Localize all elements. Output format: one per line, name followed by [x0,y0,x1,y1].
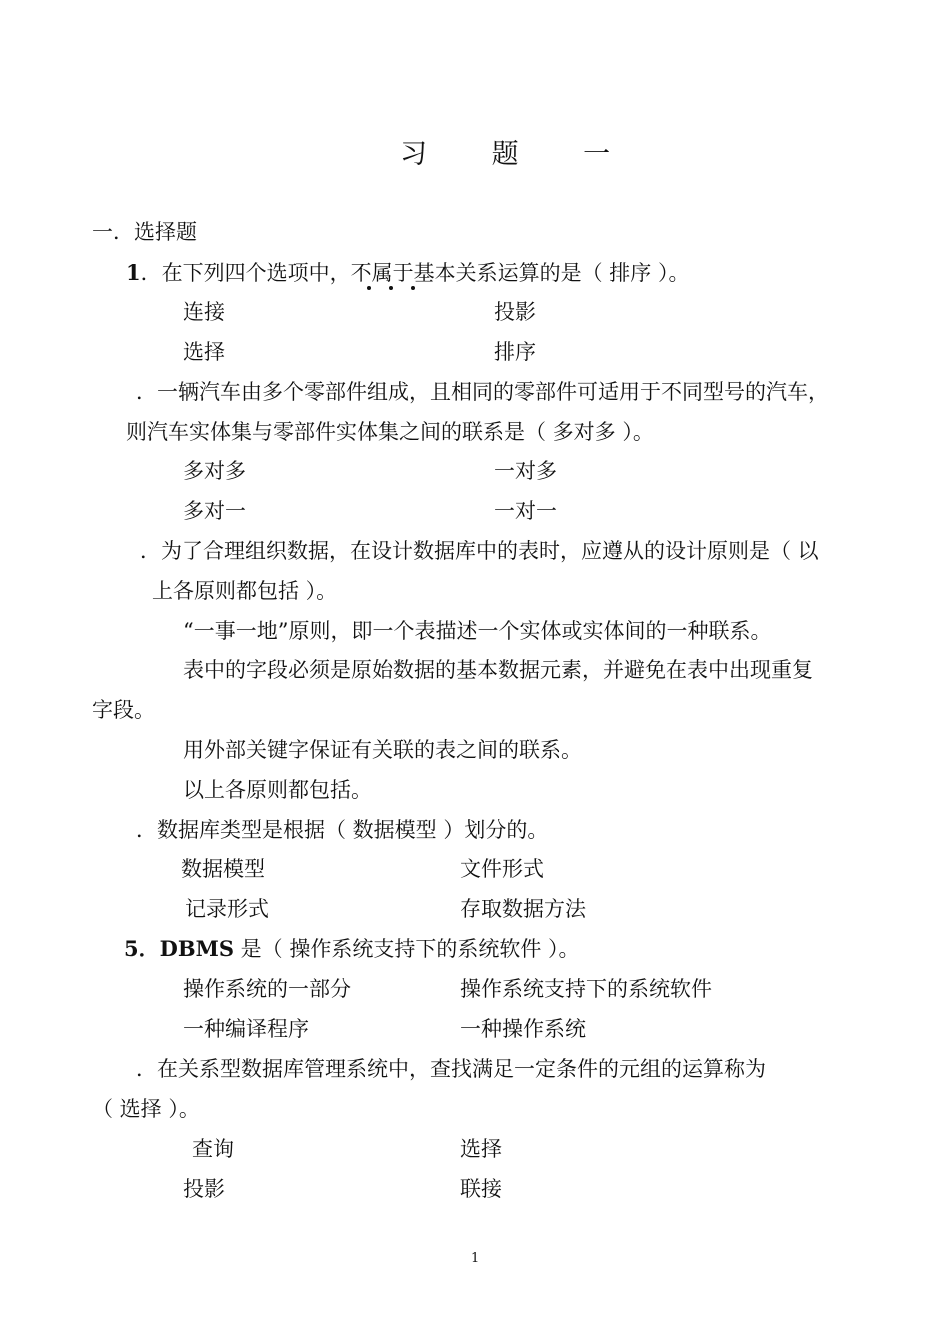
option: 多对多 [183,459,246,483]
question-5 [124,937,580,961]
question-4: ．数据库类型是根据（ 数据模型 ）划分的。 [136,818,549,842]
option: 联接 [460,1177,502,1201]
option: “一事一地”原则，即一个表描述一个实体或实体间的一种联系。 [183,619,772,643]
option: 文件形式 [460,857,544,881]
option: 表中的字段必须是原始数据的基本数据元素，并避免在表中出现重复 [183,658,813,682]
option: 用外部关键字保证有关联的表之间的联系。 [183,738,582,762]
option: 多对一 [183,499,246,523]
option: 连接 [183,300,225,324]
option-continuation: 字段。 [92,698,155,722]
question-6-line1: ．在关系型数据库管理系统中，查找满足一定条件的元组的运算称为 [136,1057,766,1081]
question-1 [126,261,689,285]
question-3-line2: 上各原则都包括 ）。 [152,579,338,603]
page-title: 习 题 一 [400,139,639,170]
question-2-line1: ．一辆汽车由多个零部件组成，且相同的零部件可适用于不同型号的汽车， [136,380,829,404]
option: 操作系统的一部分 [183,977,351,1001]
page-number: 1 [471,1251,480,1266]
option: 一对一 [494,499,557,523]
option: 数据模型 [181,857,265,881]
option: 一种编译程序 [183,1017,309,1041]
option: 排序 [494,340,536,364]
option: 以上各原则都包括。 [183,778,372,802]
question-text: ．在下列四个选项中，不属于基本关系运算的是（ 排序 ）。 [140,261,690,285]
option: 一对多 [494,459,557,483]
option: 选择 [460,1137,502,1161]
question-text: 是（ 操作系统支持下的系统软件 ）。 [234,937,580,961]
option: 选择 [183,340,225,364]
question-3-line1: ．为了合理组织数据，在设计数据库中的表时，应遵从的设计原则是（ 以 [140,539,819,563]
question-2-line2: 则汽车实体集与零部件实体集之间的联系是（ 多对多 ）。 [126,420,654,444]
question-6-line2: （ 选择 ）。 [92,1097,200,1121]
option: 操作系统支持下的系统软件 [460,977,712,1001]
option: 一种操作系统 [460,1017,586,1041]
option: 查询 [192,1137,234,1161]
emphasis-dots [367,286,427,294]
question-keyword: ．DBMS [138,936,234,961]
option: 存取数据方法 [460,897,586,921]
question-number: 5 [124,936,139,961]
option: 记录形式 [185,897,269,921]
section-heading: 一．选择题 [92,220,197,244]
option: 投影 [494,300,536,324]
option: 投影 [183,1177,225,1201]
question-number: 1 [126,260,141,285]
